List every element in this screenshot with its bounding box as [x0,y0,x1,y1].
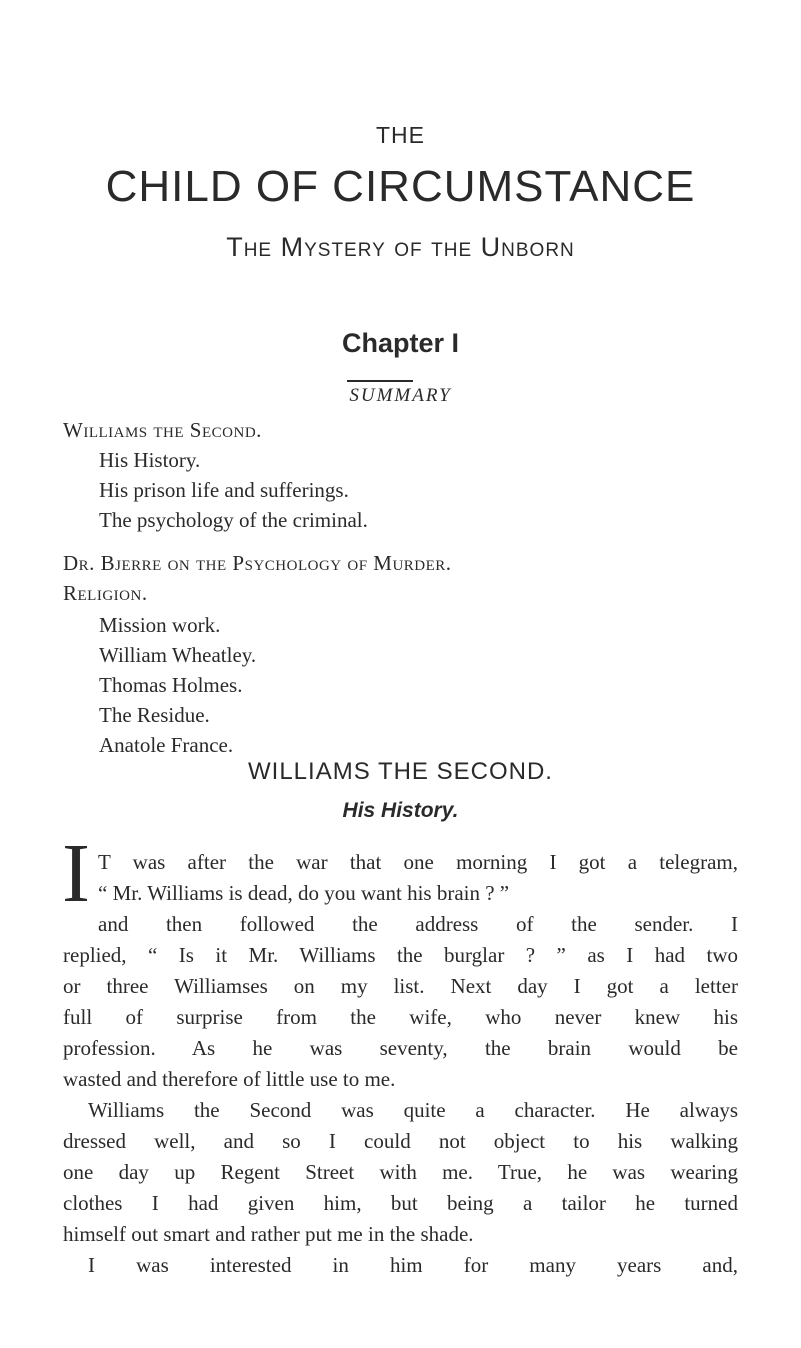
body-line: full of surprise from the wife, who never knew his [63,1005,738,1029]
body-line: I was interested in him for many years and, [88,1253,738,1277]
body-line: “ Mr. Williams is dead, do you want his brain ? ” [98,881,510,905]
body-paragraph-opening [98,847,738,940]
body-line: profession. As he was seventy, the brain would be [63,1036,738,1060]
body-line: or three Williamses on my list. Next day I got a letter [63,974,738,998]
summary-item: Williams the Second. [63,418,262,442]
body-line: dressed well, and so I could not object to his walking [63,1129,738,1153]
summary-label: SUMMARY [349,385,452,406]
summary-item: Thomas Holmes. [99,673,243,697]
body-line: himself out smart and rather put me in the shade. [63,1222,474,1246]
summary-item: His prison life and sufferings. [99,478,349,502]
chapter-heading: Chapter I [341,328,460,358]
summary-item: Religion. [63,581,148,605]
summary-item: The psychology of the criminal. [99,508,368,532]
body-line: and then followed the address of the sender. I [98,912,738,936]
body-line: T was after the war that one morning I got a telegram, [98,850,738,874]
summary-item: His History. [99,448,201,472]
section-subheading: His History. [342,799,459,822]
drop-cap: I [62,827,90,920]
body-line: replied, “ Is it Mr. Williams the burglar ? ” as I had two [63,943,738,967]
summary-item: Anatole France. [99,733,234,757]
summary-item: The Residue. [99,703,210,727]
body-line: Williams the Second was quite a character. He always [88,1098,738,1122]
summary-item: William Wheatley. [99,643,257,667]
title-the: THE [376,122,425,148]
book-title: CHILD OF CIRCUMSTANCE [105,162,696,211]
divider-rule [347,380,413,382]
body-line: wasted and therefore of little use to me. [63,1067,396,1091]
summary-item: Mission work. [99,613,221,637]
body-line: one day up Regent Street with me. True, he was wearing [63,1160,738,1184]
body-line: clothes I had given him, but being a tailor he turned [63,1191,738,1215]
body-paragraph-1 [63,940,738,1281]
section-heading: WILLIAMS THE SECOND. [248,758,553,785]
book-subtitle: The Mystery of the Unborn [226,232,575,262]
summary-item: Dr. Bjerre on the Psychology of Murder. [63,551,452,575]
